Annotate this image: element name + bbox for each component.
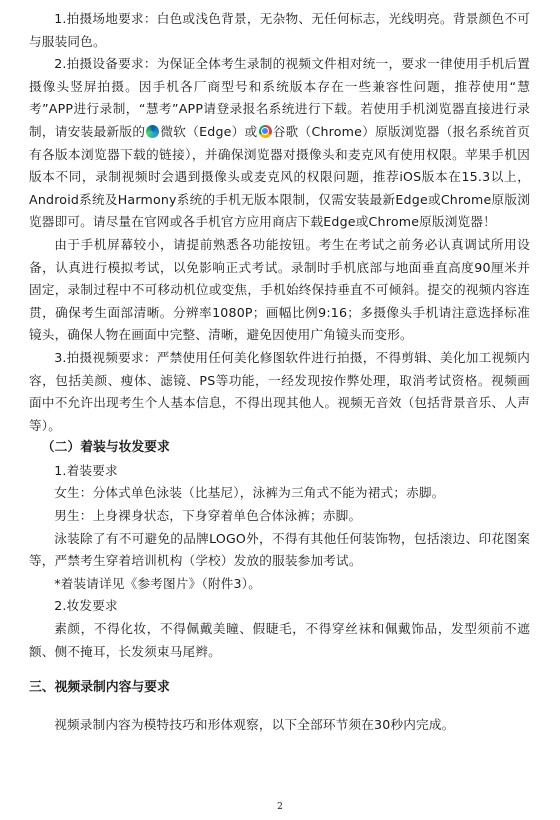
dress-requirements-label: 1.着装要求	[54, 462, 118, 478]
edge-browser-icon	[146, 125, 159, 138]
video-content-paragraph: 视频录制内容为模特技巧和形体观察，以下全部环节须在30秒内完成。	[54, 716, 455, 732]
page-number: 2	[277, 802, 283, 812]
shooting-venue-paragraph: 1.拍摄场地要求：白色或浅色背景，无杂物、无任何标志，光线明亮。背景颜色不可与服装同色。	[29, 11, 530, 49]
shooting-equipment-paragraph	[29, 53, 530, 234]
video-requirements-paragraph: 3.拍摄视频要求：严禁使用任何美化修图软件进行拍摄，不得剪辑、美化加工视频内容，包括美颜、瘦体、滤镜、PS等功能，一经发现按作弊处理，取消考试资格。视频画面中不允许出现考生个人基本信息，不得出现其他人。视频无音效（包括背景音乐、人声等）。	[29, 349, 530, 433]
dress-reference-note: *着装请详见《参考图片》（附件3）。	[54, 575, 261, 591]
swimwear-rule-paragraph: 泳装除了有不可避免的品牌LOGO外，不得有其他任何装饰物，包括滚边、印花图案等，严禁考生穿着培训机构（学校）发放的服装参加考试。	[29, 530, 530, 569]
equipment-text-edge: 微软（Edge）或	[160, 123, 258, 139]
makeup-rule-paragraph: 素颜，不得化妆，不得佩戴美瞳、假睫毛，不得穿丝袜和佩戴饰品，发型须前不遮额、侧不掩耳，长发须束马尾辫。	[29, 621, 530, 659]
female-dress-paragraph: 女生：分体式单色泳装（比基尼），泳裤为三角式不能为裙式；赤脚。	[54, 485, 445, 501]
male-dress-paragraph: 男生：上身裸身状态，下身穿着单色合体泳裤；赤脚。	[54, 508, 362, 524]
chrome-browser-icon	[259, 125, 272, 138]
makeup-requirements-label: 2.妆发要求	[54, 598, 118, 614]
device-setup-paragraph: 由于手机屏幕较小，请提前熟悉各功能按钮。考生在考试之前务必认真调试所用设备，认真进行模拟考试，以免影响正式考试。录制时手机底部与地面垂直高度90厘米并固定，录制过程中不可移动机位或变焦，手机始终保持垂直不可倾斜。提交的视频内容连贯，确保考生面部清晰。分辨率1080P；画幅比例9:16；多摄像头手机请注意选择标准镜头，确保人物在画面中完整、清晰，避免因使用广角镜头而变形。	[29, 236, 530, 343]
equipment-text-part1: 2.拍摄设备要求：为保证全体考生录制的视频文件相对统一，要求一律使用手机后置摄像头竖屏拍摄。因手机各厂商型号和系统版本存在一些兼容性问题，推荐使用“慧考”APP进行录制，“慧考”APP请登录报名系统进行下载。若使用手机浏览器直接进行录制，请安装最新版的	[29, 56, 530, 139]
equipment-text-chrome: 谷歌（Chrome）原版浏览器（报名系统首页有各版本浏览器下载的链接），并确保浏览器对摄像头和麦克风有使用权限。苹果手机因版本不同，录制视频时会遇到摄像头或麦克风的权限问题，推荐iOS版本在15.3以上，Android系统及Harmony系统的手机无版本限制，仅需安装最新Edge或Chrome原版浏览器即可。请尽量在官网或各手机官方应用商店下载Edge或Chrome原版浏览器！	[29, 123, 530, 230]
dress-makeup-heading: （二）着装与妆发要求	[41, 440, 170, 456]
video-content-heading: 三、视频录制内容与要求	[29, 680, 170, 696]
